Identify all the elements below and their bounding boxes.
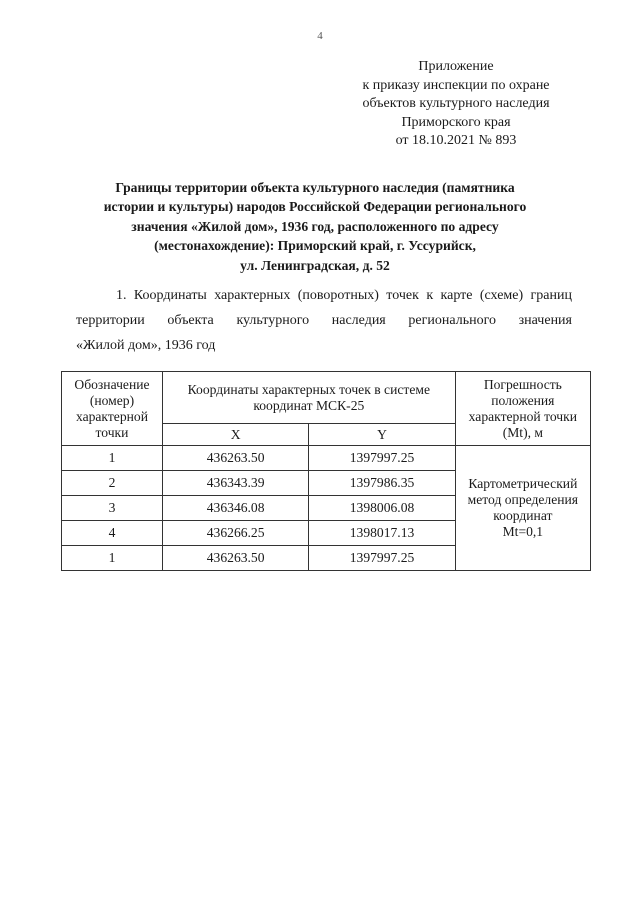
method-cell xyxy=(455,446,590,571)
x-cell: 436266.25 xyxy=(162,521,308,546)
title-line: Границы территории объекта культурного наследия (памятника xyxy=(115,180,515,195)
point-cell: 3 xyxy=(62,496,163,521)
coordinates-table xyxy=(61,371,591,571)
point-cell: 1 xyxy=(62,446,163,471)
header-point: Обозначение (номер) характерной точки xyxy=(62,372,163,446)
point-cell: 1 xyxy=(62,546,163,571)
y-cell: 1397997.25 xyxy=(309,446,455,471)
appendix-block xyxy=(340,58,572,151)
intro-paragraph xyxy=(76,283,572,358)
y-cell: 1397997.25 xyxy=(309,546,455,571)
header-x: X xyxy=(162,424,308,446)
header-coordinates: Координаты характерных точек в системе координат МСК-25 xyxy=(162,372,455,424)
table-row xyxy=(62,446,591,471)
mt-value: Mt=0,1 xyxy=(502,524,544,539)
header-error: Погрешность положения характерной точки (Mt), м xyxy=(455,372,590,446)
x-cell: 436263.50 xyxy=(162,446,308,471)
y-cell: 1397986.35 xyxy=(309,471,455,496)
title-line: (местонахождение): Приморский край, г. Уссурийск, xyxy=(154,238,476,254)
document-title xyxy=(60,178,570,275)
appendix-line: Приложение xyxy=(418,59,494,74)
x-cell: 436346.08 xyxy=(162,496,308,521)
paragraph-line: 1. Координаты характерных (поворотных) точек к карте (схеме) границ xyxy=(116,288,572,303)
method-text: Картометрический метод определения координат xyxy=(467,476,579,523)
title-line: ул. Ленинградская, д. 52 xyxy=(240,257,390,273)
point-cell: 4 xyxy=(62,521,163,546)
header-y: Y xyxy=(309,424,455,446)
paragraph-line: «Жилой дом», 1936 год xyxy=(76,338,216,353)
point-cell: 2 xyxy=(62,471,163,496)
x-cell: 436343.39 xyxy=(162,471,308,496)
appendix-line: от 18.10.2021 № 893 xyxy=(395,133,517,149)
appendix-line: объектов культурного наследия xyxy=(362,96,550,112)
appendix-line: к приказу инспекции по охране xyxy=(362,77,550,93)
title-line: истории и культуры) народов Российской Федерации регионального xyxy=(103,199,527,215)
y-cell: 1398017.13 xyxy=(309,521,455,546)
appendix-line: Приморского края xyxy=(401,114,511,130)
page-number: 4 xyxy=(317,30,323,42)
x-cell: 436263.50 xyxy=(162,546,308,571)
y-cell: 1398006.08 xyxy=(309,496,455,521)
paragraph-line: территории объекта культурного наследия регионального значения xyxy=(76,313,572,328)
title-line: значения «Жилой дом», 1936 год, расположенного по адресу xyxy=(131,218,499,234)
